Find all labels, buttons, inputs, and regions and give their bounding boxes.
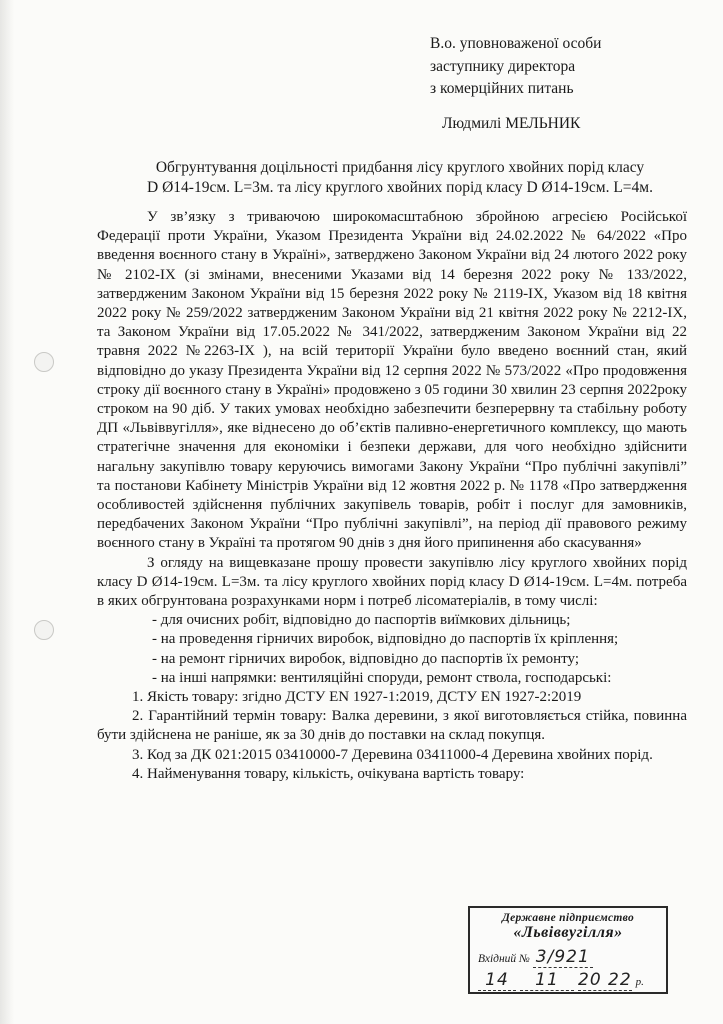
stamp-incoming-number: 3/921 xyxy=(533,947,593,968)
title-line-2: D Ø14-19см. L=3м. та лісу круглого хвойних порід класу D Ø14-19см. L=4м. xyxy=(147,179,653,196)
stamp-org-name: «Львіввугілля» xyxy=(513,924,623,941)
list-item: - на інші напрямки: вентиляційні споруди, ремонт ствола, господарські: xyxy=(152,669,612,686)
numbered-item-3: 3. Код за ДК 021:2015 03410000-7 Деревина 03411000-4 Деревина хвойних порід. xyxy=(132,746,653,763)
paragraph-2: З огляду на вищевказане прошу провести закупівлю лісу круглого хвойних порід класу D Ø14-19см. L=3м. та лісу круглого хвойних порід класу D Ø14-19см. L=4м. потреба в яких обгрунтована розрахунками норм і потреб лісоматеріалів, в тому числі: xyxy=(97,554,687,610)
stamp-incoming-label: Вхідний № xyxy=(478,953,530,965)
list-item: - на ремонт гірничих виробок, відповідно до паспортів їх ремонту; xyxy=(152,650,579,667)
punch-hole-icon xyxy=(34,620,54,640)
stamp-date-month: 11 xyxy=(520,970,574,991)
addressee-line-3: з комерційних питань xyxy=(430,80,574,97)
stamp-incoming-row xyxy=(478,947,658,968)
stamp-year-suffix: р. xyxy=(635,976,644,988)
paragraph-1: У зв’язку з триваючою широкомасштабною збройною агресією Російської Федерації проти України, Указом Президента України від 24.02.2022 № 64/2022 «Про введення воєнного стану в Україні», затверджено Законом України від 24 лютого 2022 року № 2102-ІХ (зі змінами, внесеними Указами від 14 березня 2022 року № 133/2022, затвердженим Законом України від 15 березня 2022 року № 2119-ІХ, Указом від 18 квітня 2022 року № 259/2022 затвердженим Законом України від 21 квітня 2022 року № 2212-ІХ, та Законом України від 17.05.2022 № 341/2022, затвердженим Законом України від 22 травня 2022 №2263-ІХ ), на всій території України було введено воєнний стан, який відповідно до указу Президента України від 12 серпня 2022 № 573/2022 «Про продовження строку дії воєнного стану в Україні» продовжено з 05 години 30 хвилин 23 серпня 2022року строком на 90 діб. У таких умовах необхідно забезпечити безперервну та стабільну роботу ДП «Львіввугілля», яке віднесено до об’єктів паливно-енергетичного комплексу, що мають стратегічне значення для економіки і безпеки держави, для чого необхідно здійснити нагальну закупівлю товару керуючись вимогами Закону України “Про публічні закупівлі” та постанови Кабінету Міністрів України від 12 жовтня 2022 р. № 1178 «Про затвердження особливостей здійснення публічних закупівель товарів, робіт і послуг для замовників, передбачених Законом України “Про публічні закупівлі”, на період дії правового режиму воєнного стану в Україні та протягом 90 днів з дня його припинення або скасування» xyxy=(97,209,687,552)
addressee-line-1: В.о. уповноваженої особи xyxy=(430,35,602,52)
addressee-block xyxy=(430,33,710,135)
registration-stamp xyxy=(468,906,668,994)
list-item: - для очисних робіт, відповідно до паспортів виїмкових дільниць; xyxy=(152,612,571,629)
scan-edge-shadow xyxy=(0,0,14,1024)
addressee-line-2: заступнику директора xyxy=(430,57,576,75)
numbered-item-2: 2. Гарантійний термін товару: Валка деревини, з якої виготовляється стійка, повинна бути здійснена не раніше, як за 30 днів до поставки на склад покупця. xyxy=(97,708,687,744)
stamp-date-day: 14 xyxy=(478,970,516,991)
document-title xyxy=(100,158,700,198)
stamp-date-year: 20 22 xyxy=(578,970,632,990)
document-body xyxy=(97,208,687,784)
stamp-date-row xyxy=(478,970,658,991)
numbered-item-4: 4. Найменування товару, кількість, очікувана вартість товару: xyxy=(132,765,525,782)
stamp-org-type: Державне підприємство xyxy=(501,912,635,924)
numbered-item-1: 1. Якість товару: згідно ДСТУ EN 1927-1:2019, ДСТУ EN 1927-2:2019 xyxy=(132,689,582,706)
punch-hole-icon xyxy=(34,352,54,372)
title-line-1: Обгрунтування доцільності придбання лісу круглого хвойних порід класу xyxy=(155,159,645,176)
list-item: - на проведення гірничих виробок, відповідно до паспортів їх кріплення; xyxy=(152,631,619,648)
addressee-name: Людмилі МЕЛЬНИК xyxy=(442,114,581,132)
